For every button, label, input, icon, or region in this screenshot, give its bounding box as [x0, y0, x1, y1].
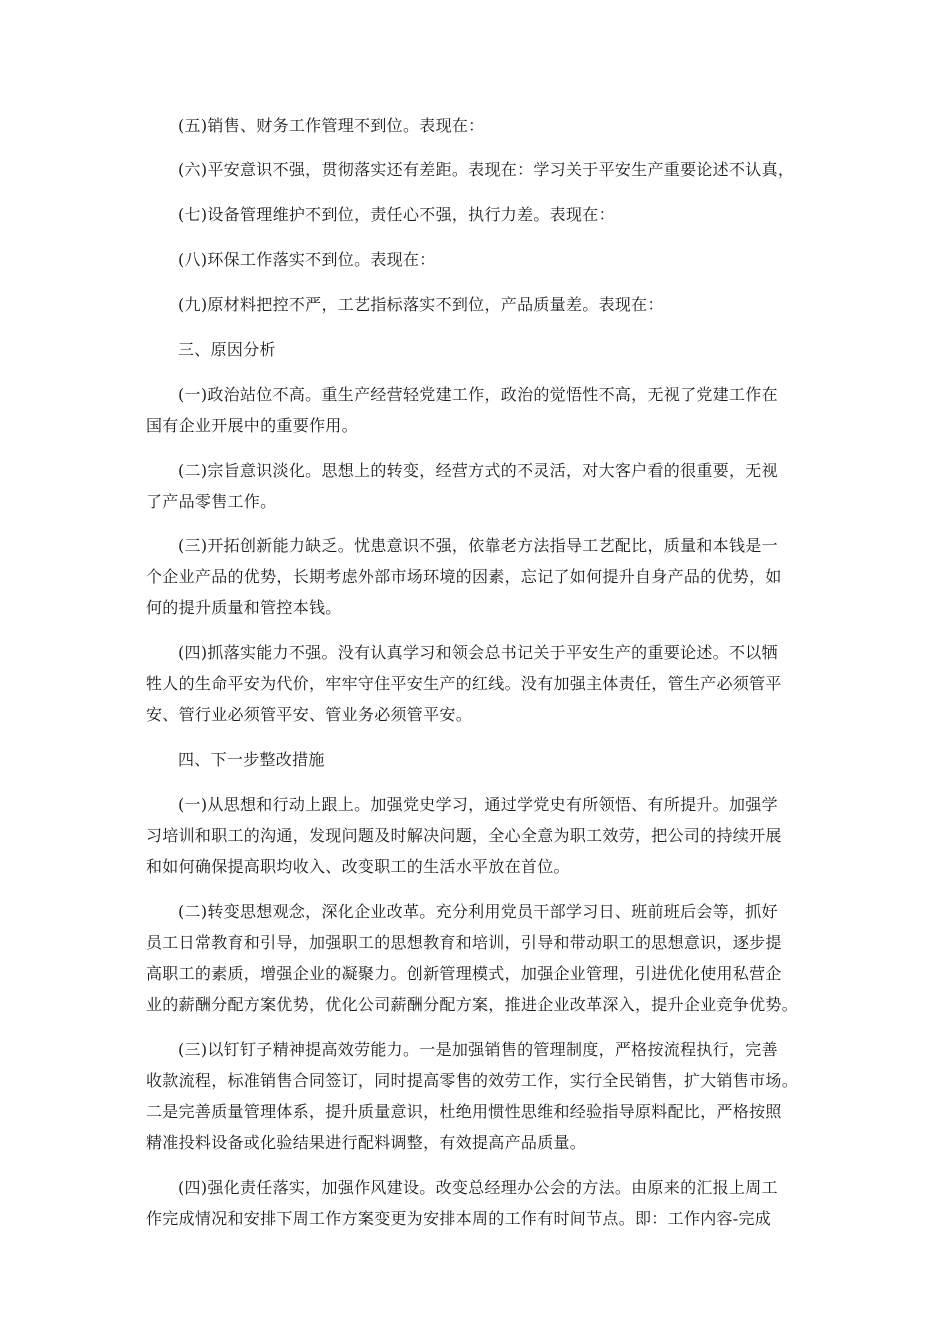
paragraph-line: 国有企业开展中的重要作用。 [146, 416, 358, 435]
paragraph-line: 牲人的生命平安为代价，牢牢守住平安生产的红线。没有加强主体责任，管生产必须管平 [146, 674, 782, 693]
paragraph-line: 和如何确保提高职均收入、改变职工的生活水平放在首位。 [146, 857, 570, 876]
paragraph-line: (二)宗旨意识淡化。思想上的转变，经营方式的不灵活，对大客户看的很重要，无视 [178, 461, 778, 480]
paragraph-line: 习培训和职工的沟通，发现问题及时解决问题，全心全意为职工效劳，把公司的持续开展 [146, 826, 782, 845]
paragraph-line: 业的薪酬分配方案优势，优化公司薪酬分配方案，推进企业改革深入，提升企业竞争优势。 [146, 995, 799, 1014]
paragraph-line: (二)转变思想观念，深化企业改革。充分利用党员干部学习日、班前班后会等，抓好 [178, 902, 778, 921]
paragraph-line: (六)平安意识不强，贯彻落实还有差距。表现在：学习关于平安生产重要论述不认真， [178, 160, 795, 179]
paragraph-line: 高职工的素质，增强企业的凝聚力。创新管理模式，加强企业管理，引进优化使用私营企 [146, 964, 782, 983]
paragraph-line: (五)销售、财务工作管理不到位。表现在： [178, 116, 485, 135]
paragraph-line: (四)强化责任落实，加强作风建设。改变总经理办公会的方法。由原来的汇报上周工 [178, 1178, 778, 1197]
paragraph-line: (一)政治站位不高。重生产经营轻党建工作，政治的觉悟性不高，无视了党建工作在 [178, 385, 778, 404]
paragraph-line: 二是完善质量管理体系，提升质量意识，杜绝用惯性思维和经验指导原料配比，严格按照 [146, 1102, 782, 1121]
paragraph-line: 精准投料设备或化验结果进行配料调整，有效提高产品质量。 [146, 1133, 587, 1152]
paragraph-line: (一)从思想和行动上跟上。加强党史学习，通过学党史有所领悟、有所提升。加强学 [178, 795, 778, 814]
paragraph-line: 何的提升质量和管控本钱。 [146, 598, 342, 617]
section-heading: 四、下一步整改措施 [178, 750, 325, 769]
paragraph-line: (九)原材料把控不严，工艺指标落实不到位，产品质量差。表现在： [178, 295, 664, 314]
paragraph-line: (七)设备管理维护不到位，责任心不强，执行力差。表现在： [178, 205, 615, 224]
paragraph-line: (四)抓落实能力不强。没有认真学习和领会总书记关于平安生产的重要论述。不以牺 [178, 643, 778, 662]
section-heading: 三、原因分析 [178, 340, 276, 359]
paragraph-line: (三)以钉钉子精神提高效劳能力。一是加强销售的管理制度，严格按流程执行，完善 [178, 1040, 778, 1059]
paragraph-line: 了产品零售工作。 [146, 492, 277, 511]
paragraph-line: 个企业产品的优势，长期考虑外部市场环境的因素，忘记了如何提升自身产品的优势，如 [146, 567, 782, 586]
paragraph-line: (三)开拓创新能力缺乏。忧患意识不强，依靠老方法指导工艺配比，质量和本钱是一 [178, 536, 778, 555]
paragraph-line: (八)环保工作落实不到位。表现在： [178, 250, 436, 269]
paragraph-line: 收款流程，标准销售合同签订，同时提高零售的效劳工作，实行全民销售，扩大销售市场。 [146, 1071, 799, 1090]
paragraph-line: 员工日常教育和引导，加强职工的思想教育和培训，引导和带动职工的思想意识，逐步提 [146, 933, 782, 952]
paragraph-line: 作完成情况和安排下周工作方案变更为安排本周的工作有时间节点。即：工作内容-完成 [146, 1209, 772, 1228]
paragraph-line: 安、管行业必须管平安、管业务必须管平安。 [146, 705, 473, 724]
